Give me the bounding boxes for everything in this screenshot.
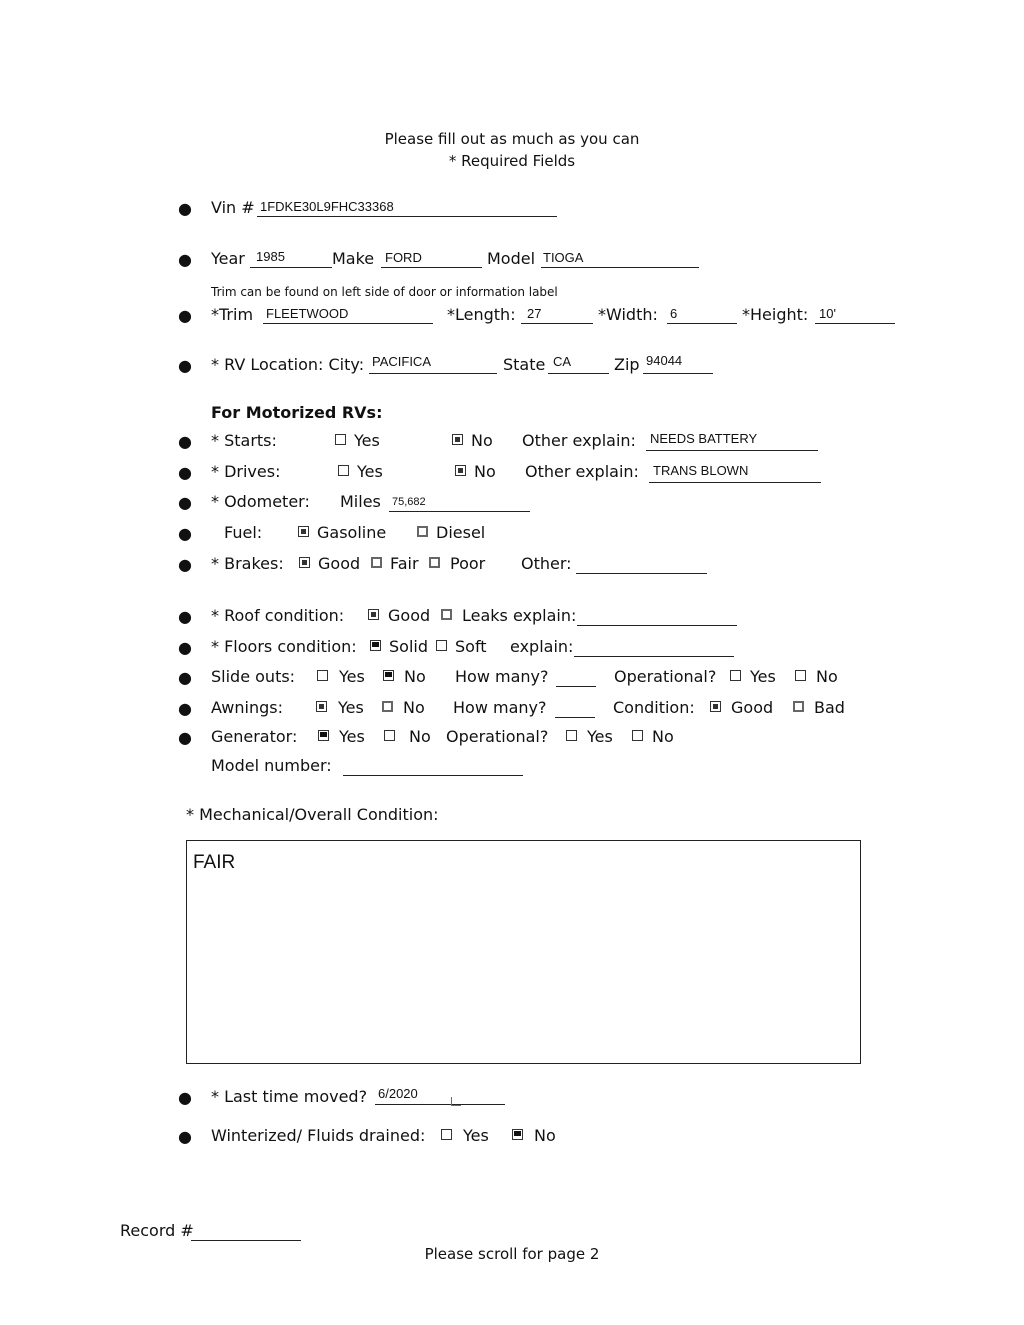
text-cursor-mark	[451, 1097, 461, 1106]
brakes-good-checkbox[interactable]	[299, 557, 310, 568]
generator-operational-label: Operational?	[446, 727, 549, 746]
slideouts-no-checkbox[interactable]	[383, 670, 394, 681]
slideouts-howmany-line[interactable]	[556, 686, 596, 687]
awnings-bad-checkbox[interactable]	[793, 701, 804, 712]
slideouts-op-no-label: No	[816, 667, 838, 686]
length-label: *Length:	[447, 305, 516, 324]
trim-note: Trim can be found on left side of door or information label	[211, 285, 558, 299]
winterized-no-checkbox[interactable]	[512, 1129, 523, 1140]
vin-label: Vin #	[211, 198, 255, 217]
bullet: ●	[178, 463, 192, 482]
bullet: ●	[178, 493, 192, 512]
model-number-line[interactable]	[343, 775, 523, 776]
awnings-no-checkbox[interactable]	[382, 701, 393, 712]
awnings-label: Awnings:	[211, 698, 283, 717]
awnings-yes-label: Yes	[338, 698, 364, 717]
height-value[interactable]: 10'	[819, 306, 836, 321]
drives-other-line	[649, 482, 821, 483]
make-label: Make	[332, 249, 375, 268]
slideouts-yes-label: Yes	[339, 667, 365, 686]
drives-no-checkbox[interactable]	[455, 465, 466, 476]
awnings-yes-checkbox[interactable]	[316, 701, 327, 712]
bullet: ●	[178, 524, 192, 543]
brakes-label: * Brakes:	[211, 554, 284, 573]
zip-label: Zip	[614, 355, 640, 374]
awnings-good-label: Good	[731, 698, 774, 717]
generator-op-yes-checkbox[interactable]	[566, 730, 577, 741]
vin-value[interactable]: 1FDKE30L9FHC33368	[260, 199, 394, 214]
starts-label: * Starts:	[211, 431, 277, 450]
city-line	[369, 373, 497, 374]
mechanical-value: FAIR	[193, 852, 236, 873]
drives-label: * Drives:	[211, 462, 281, 481]
footer-scroll-note: Please scroll for page 2	[424, 1245, 600, 1263]
miles-line	[389, 511, 530, 512]
mechanical-textarea[interactable]	[186, 840, 861, 1064]
brakes-other-line[interactable]	[576, 573, 707, 574]
fuel-gasoline-label: Gasoline	[317, 523, 387, 542]
bullet: ●	[178, 356, 192, 375]
slideouts-op-yes-checkbox[interactable]	[730, 670, 741, 681]
brakes-other-label: Other:	[521, 554, 572, 573]
awnings-howmany-label: How many?	[453, 698, 547, 717]
model-label: Model	[487, 249, 536, 268]
generator-op-yes-label: Yes	[587, 727, 613, 746]
height-line	[815, 323, 895, 324]
bullet: ●	[178, 555, 192, 574]
bullet: ●	[178, 250, 192, 269]
starts-yes-label: Yes	[354, 431, 380, 450]
awnings-howmany-line[interactable]	[555, 717, 595, 718]
last-moved-value[interactable]: 6/2020	[378, 1086, 418, 1101]
floors-soft-label: Soft	[455, 637, 487, 656]
generator-yes-label: Yes	[339, 727, 365, 746]
drives-yes-checkbox[interactable]	[338, 465, 349, 476]
state-line	[548, 373, 609, 374]
trim-label: *Trim	[211, 305, 254, 324]
starts-other-line	[646, 450, 818, 451]
floors-explain-label: explain:	[510, 637, 574, 656]
last-moved-label: * Last time moved?	[211, 1087, 368, 1106]
record-line[interactable]	[191, 1240, 301, 1241]
winterized-label: Winterized/ Fluids drained:	[211, 1126, 426, 1145]
generator-no-checkbox[interactable]	[384, 730, 395, 741]
starts-no-label: No	[471, 431, 493, 450]
make-value[interactable]: FORD	[385, 250, 422, 265]
roof-explain-line[interactable]	[577, 625, 737, 626]
slideouts-op-no-checkbox[interactable]	[795, 670, 806, 681]
zip-value[interactable]: 94044	[646, 353, 683, 368]
bullet: ●	[178, 432, 192, 451]
bullet: ●	[178, 638, 192, 657]
trim-line	[263, 323, 433, 324]
brakes-fair-checkbox[interactable]	[371, 557, 382, 568]
slideouts-yes-checkbox[interactable]	[317, 670, 328, 681]
year-label: Year	[211, 249, 245, 268]
vin-line	[257, 216, 557, 217]
bullet: ●	[178, 607, 192, 626]
model-number-label: Model number:	[211, 756, 332, 775]
generator-op-no-checkbox[interactable]	[632, 730, 643, 741]
roof-good-checkbox[interactable]	[368, 609, 379, 620]
slideouts-label: Slide outs:	[211, 667, 296, 686]
state-value[interactable]: CA	[553, 354, 572, 369]
awnings-no-label: No	[403, 698, 425, 717]
brakes-good-label: Good	[318, 554, 361, 573]
trim-value[interactable]: FLEETWOOD	[266, 306, 349, 321]
awnings-bad-label: Bad	[814, 698, 845, 717]
roof-leaks-label: Leaks explain:	[462, 606, 577, 625]
state-label: State	[503, 355, 546, 374]
floors-explain-line[interactable]	[574, 656, 734, 657]
bullet: ●	[178, 199, 192, 218]
year-value[interactable]: 1985	[256, 249, 285, 264]
model-value[interactable]: TIOGA	[543, 250, 584, 265]
bullet: ●	[178, 728, 192, 747]
generator-label: Generator:	[211, 727, 298, 746]
zip-line	[643, 373, 713, 374]
starts-yes-checkbox[interactable]	[335, 434, 346, 445]
bullet: ●	[178, 699, 192, 718]
height-label: *Height:	[742, 305, 809, 324]
awnings-condition-label: Condition:	[613, 698, 695, 717]
width-line	[667, 323, 737, 324]
fuel-label: Fuel:	[224, 523, 263, 542]
bullet: ●	[178, 306, 192, 325]
miles-label: Miles	[340, 492, 381, 511]
generator-no-label: No	[409, 727, 431, 746]
winterized-yes-checkbox[interactable]	[441, 1129, 452, 1140]
drives-other-label: Other explain:	[525, 462, 639, 481]
generator-op-no-label: No	[652, 727, 674, 746]
slideouts-op-yes-label: Yes	[750, 667, 776, 686]
starts-other-label: Other explain:	[522, 431, 636, 450]
length-line	[521, 323, 593, 324]
make-line	[381, 267, 482, 268]
brakes-poor-checkbox[interactable]	[429, 557, 440, 568]
floors-solid-checkbox[interactable]	[370, 640, 381, 651]
record-label: Record #	[120, 1221, 194, 1240]
city-value[interactable]: PACIFICA	[372, 354, 431, 369]
generator-yes-checkbox[interactable]	[318, 730, 329, 741]
model-line	[541, 267, 699, 268]
roof-good-label: Good	[388, 606, 431, 625]
fuel-diesel-checkbox[interactable]	[417, 526, 428, 537]
floors-label: * Floors condition:	[211, 637, 357, 656]
drives-other-value[interactable]: TRANS BLOWN	[653, 463, 749, 478]
fuel-gasoline-checkbox[interactable]	[298, 526, 309, 537]
bullet: ●	[178, 668, 192, 687]
required-fields-note: * Required Fields	[448, 152, 576, 170]
floors-solid-label: Solid	[389, 637, 428, 656]
bullet: ●	[178, 1127, 192, 1146]
awnings-good-checkbox[interactable]	[710, 701, 721, 712]
header-instruction: Please fill out as much as you can	[384, 130, 640, 148]
drives-yes-label: Yes	[357, 462, 383, 481]
slideouts-operational-label: Operational?	[614, 667, 717, 686]
drives-no-label: No	[474, 462, 496, 481]
odometer-label: * Odometer:	[211, 492, 310, 511]
slideouts-no-label: No	[404, 667, 426, 686]
width-value[interactable]: 6	[670, 306, 678, 321]
roof-leaks-checkbox[interactable]	[441, 609, 452, 620]
last-moved-line	[375, 1104, 505, 1105]
bullet: ●	[178, 1088, 192, 1107]
winterized-no-label: No	[534, 1126, 556, 1145]
miles-value[interactable]: 75,682	[392, 496, 426, 508]
brakes-poor-label: Poor	[450, 554, 486, 573]
length-value[interactable]: 27	[527, 306, 542, 321]
width-label: *Width:	[598, 305, 658, 324]
roof-label: * Roof condition:	[211, 606, 345, 625]
location-label: * RV Location: City:	[211, 355, 365, 374]
starts-other-value[interactable]: NEEDS BATTERY	[650, 431, 758, 446]
motorized-heading: For Motorized RVs:	[211, 403, 383, 422]
year-line	[250, 267, 332, 268]
slideouts-howmany-label: How many?	[455, 667, 549, 686]
brakes-fair-label: Fair	[390, 554, 419, 573]
starts-no-checkbox[interactable]	[452, 434, 463, 445]
floors-soft-checkbox[interactable]	[436, 640, 447, 651]
fuel-diesel-label: Diesel	[436, 523, 486, 542]
mechanical-label: * Mechanical/Overall Condition:	[186, 805, 439, 824]
winterized-yes-label: Yes	[463, 1126, 489, 1145]
